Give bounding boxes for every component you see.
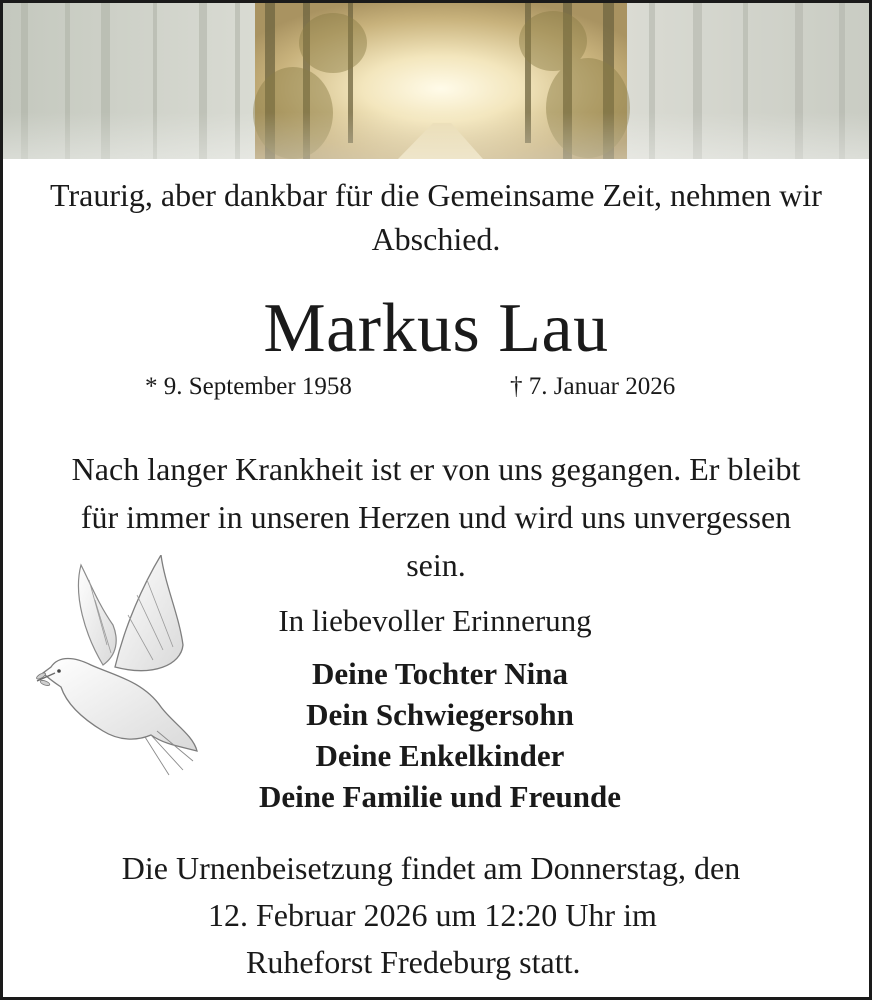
death-date: † 7. Januar 2026 — [510, 373, 676, 400]
mourner-line: Dein Schwiegersohn — [306, 697, 574, 732]
mourners-list — [175, 653, 705, 817]
funeral-details — [3, 845, 869, 986]
mourner-line: Deine Tochter Nina — [311, 656, 569, 691]
funeral-line: Die Urnenbeisetzung findet am Donnerstag, den — [121, 850, 741, 886]
mourner-line: Deine Familie und Freunde — [259, 779, 621, 814]
funeral-line: Ruheforst Fredeburg statt. — [246, 944, 581, 980]
remembrance-heading: In liebevoller Erinnerung — [278, 603, 592, 638]
intro-text: Traurig, aber dankbar für die Gemeinsame Zeit, nehmen wir Abschied. — [50, 177, 822, 257]
birth-date: * 9. September 1958 — [145, 373, 352, 400]
mourner-line: Deine Enkelkinder — [315, 738, 565, 773]
life-dates — [3, 373, 869, 407]
farewell-message: Nach langer Krankheit ist er von uns gegangen. Er bleibt für immer in unseren Herzen und wird uns unvergessen sein. — [71, 451, 801, 583]
forest-banner-image — [3, 3, 869, 159]
funeral-line: 12. Februar 2026 um 12:20 Uhr im — [208, 897, 657, 933]
deceased-name: Markus Lau — [263, 290, 609, 367]
